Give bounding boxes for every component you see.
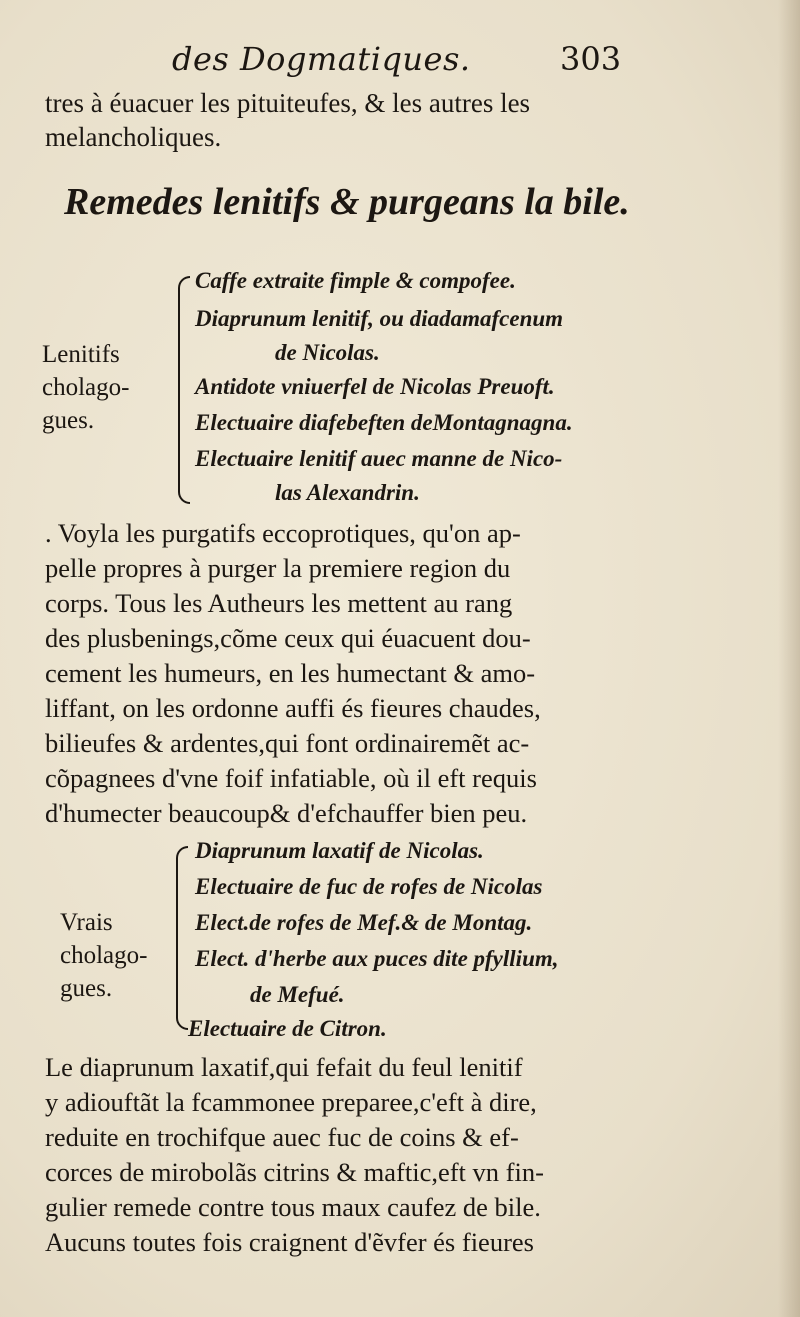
list-item: Diaprunum laxatif de Nicolas. xyxy=(195,838,484,863)
list-item: Diaprunum lenitif, ou diadamafcenum xyxy=(195,306,564,331)
text-line: d'humecter beaucoup& d'efchauffer bien peu. xyxy=(45,798,528,828)
text-line: tres à éuacuer les pituiteufes, & les autres les xyxy=(45,88,531,118)
text-line: Le diaprunum laxatif,qui fefait du feul lenitif xyxy=(45,1052,523,1082)
text-line: pelle propres à purger la premiere region du xyxy=(45,553,511,583)
brace xyxy=(176,846,188,1030)
text-line: liffant, on les ordonne auffi és fieures chaudes, xyxy=(45,693,541,723)
list-item: de Nicolas. xyxy=(275,340,380,365)
list-item: Elect. d'herbe aux puces dite pfyllium, xyxy=(195,946,559,971)
text-line: gulier remede contre tous maux caufez de bile. xyxy=(45,1192,541,1222)
running-head-title: des Dogmatiques. xyxy=(172,40,471,78)
list-item: Electuaire diafebeften deMontagnagna. xyxy=(195,410,573,435)
list-item: las Alexandrin. xyxy=(275,480,420,505)
text-line: Aucuns toutes fois craignent d'ẽvfer és fieures xyxy=(45,1227,534,1257)
list-item: Electuaire lenitif auec manne de Nico- xyxy=(195,446,563,471)
text-line: melancholiques. xyxy=(45,122,222,152)
list-item: de Mefué. xyxy=(250,982,345,1007)
list-item: Electuaire de fuc de rofes de Nicolas xyxy=(195,874,543,899)
section-heading: Remedes lenitifs & purgeans la bile. xyxy=(64,181,630,223)
text-line: des plusbenings,cõme ceux qui éuacuent dou- xyxy=(45,623,531,653)
list-item: Antidote vniuerfel de Nicolas Preuoft. xyxy=(195,374,555,399)
text-line: corces de mirobolãs citrins & maftic,eft vn fin- xyxy=(45,1157,544,1187)
text-line: cõpagnees d'vne foif infatiable, où il eft requis xyxy=(45,763,537,793)
text-line: y adiouftãt la fcammonee preparee,c'eft à dire, xyxy=(45,1087,537,1117)
page-number: 303 xyxy=(560,40,622,78)
text-line: corps. Tous les Autheurs les mettent au rang xyxy=(45,588,513,618)
list-item: Electuaire de Citron. xyxy=(188,1016,387,1041)
text-line: bilieufes & ardentes,qui font ordinairemẽt ac- xyxy=(45,728,530,758)
text-line: . Voyla les purgatifs eccoprotiques, qu'on ap- xyxy=(45,518,521,548)
list-label-vrais: Vrais cholago- gues. xyxy=(60,909,148,1002)
list-item: Elect.de rofes de Mef.& de Montag. xyxy=(195,910,533,935)
list-item: Caffe extraite fimple & compofee. xyxy=(195,268,516,293)
brace xyxy=(178,276,190,504)
text-line: reduite en trochifque auec fuc de coins & ef- xyxy=(45,1122,519,1152)
list-label-lenitifs: Lenitifs cholago- gues. xyxy=(42,341,130,434)
page-edge-shadow xyxy=(778,0,800,1317)
text-line: cement les humeurs, en les humectant & amo- xyxy=(45,658,536,688)
